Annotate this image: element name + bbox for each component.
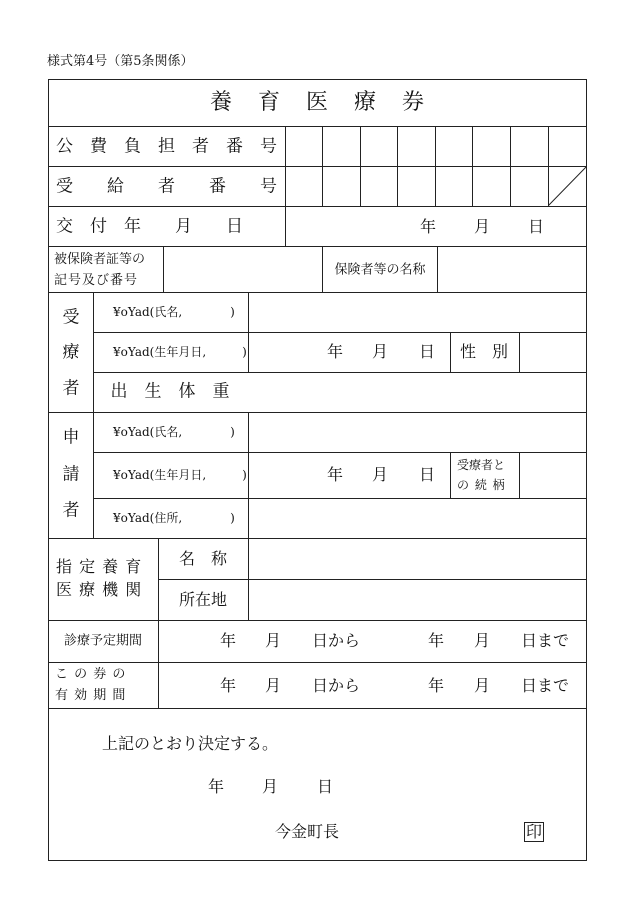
patient-label-2: 療 <box>62 342 80 363</box>
applicant-birth-month: 月 <box>371 465 389 484</box>
issuer-name: 今金町長 <box>274 822 340 841</box>
patient-birth-year: 年 <box>326 342 344 361</box>
schedule-from-month: 月 <box>264 631 282 650</box>
sex-label: 性 別 <box>459 342 509 361</box>
validity-label-1: こ の 券 の <box>55 667 127 682</box>
public-payer-number-label: 公 費 負 担 者 番 号 <box>56 136 277 157</box>
birth-weight-label: 出 生 体 重 <box>110 381 230 402</box>
applicant-birth-label: ¥oYad(生年月日, ) <box>113 468 247 482</box>
patient-label-3: 者 <box>62 378 80 399</box>
institution-location-label: 所在地 <box>178 590 228 609</box>
validity-to-month: 月 <box>473 676 491 695</box>
issue-month: 月 <box>473 217 491 236</box>
schedule-to-year: 年 <box>427 631 445 650</box>
decision-statement: 上記のとおり決定する。 <box>102 734 279 753</box>
decision-day: 日 <box>316 777 334 796</box>
applicant-label-2: 請 <box>62 464 80 485</box>
validity-to-day: 日まで <box>520 676 570 695</box>
insurance-id-label-2: 記号及び番号 <box>54 273 139 288</box>
patient-label-1: 受 <box>62 307 80 328</box>
validity-label-2: 有 効 期 間 <box>55 688 127 703</box>
patient-name-label: ¥oYad(氏名, ) <box>113 305 235 319</box>
schedule-to-day: 日まで <box>520 631 570 650</box>
schedule-from-day: 日から <box>311 631 361 650</box>
recipient-number-label: 受 給 者 番 号 <box>56 176 277 197</box>
issue-day: 日 <box>527 217 545 236</box>
form-number: 様式第4号（第5条関係） <box>47 54 194 69</box>
insurance-id-label-1: 被保険者証等の <box>54 252 146 267</box>
applicant-label-3: 者 <box>62 500 80 521</box>
applicant-address-label: ¥oYad(住所, ) <box>113 511 235 525</box>
applicant-birth-day: 日 <box>418 465 436 484</box>
schedule-label: 診療予定期間 <box>63 633 143 649</box>
issue-date-label: 交 付 年 月 日 <box>56 216 243 237</box>
schedule-to-month: 月 <box>473 631 491 650</box>
validity-to-year: 年 <box>427 676 445 695</box>
seal-mark: 印 <box>526 822 543 841</box>
insurer-name-label: 保険者等の名称 <box>334 262 426 278</box>
document-title: 養 育 医 療 券 <box>209 90 427 115</box>
slash-mark <box>548 166 587 206</box>
applicant-label-1: 申 <box>62 427 80 448</box>
patient-birth-day: 日 <box>418 342 436 361</box>
institution-name-label: 名 称 <box>178 549 228 568</box>
validity-from-day: 日から <box>311 676 361 695</box>
applicant-name-label: ¥oYad(氏名, ) <box>113 425 235 439</box>
relation-label-1: 受療者と <box>457 458 506 472</box>
institution-label-1: 指 定 養 育 <box>56 557 143 576</box>
issue-year: 年 <box>419 217 437 236</box>
schedule-from-year: 年 <box>219 631 237 650</box>
relation-label-2: の 続 柄 <box>457 478 506 492</box>
decision-month: 月 <box>261 777 279 796</box>
decision-year: 年 <box>207 777 225 796</box>
patient-birth-label: ¥oYad(生年月日, ) <box>113 345 247 359</box>
applicant-birth-year: 年 <box>326 465 344 484</box>
institution-label-2: 医 療 機 関 <box>56 580 143 599</box>
patient-birth-month: 月 <box>371 342 389 361</box>
validity-from-month: 月 <box>264 676 282 695</box>
validity-from-year: 年 <box>219 676 237 695</box>
